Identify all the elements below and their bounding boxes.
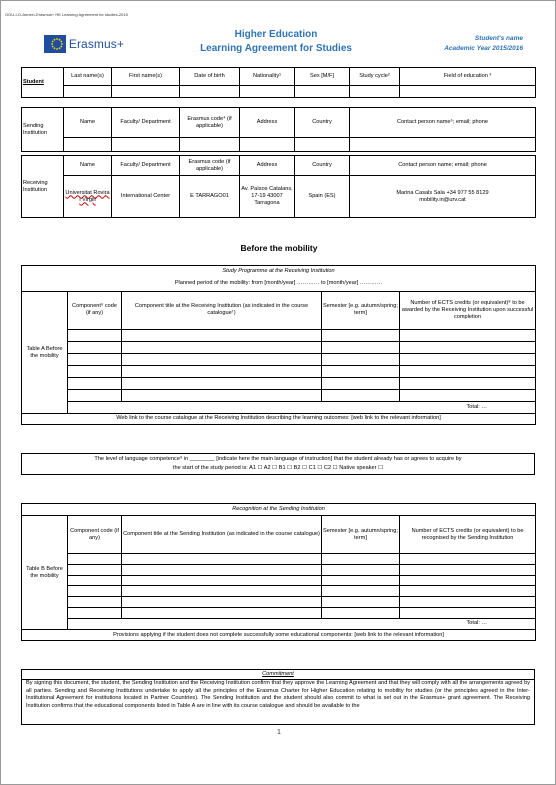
receiving-faculty-cell[interactable]: International Center [112,176,180,218]
table-b-row[interactable] [68,575,122,586]
table-a-cell[interactable] [322,389,400,401]
table-b-row[interactable] [68,597,122,608]
receiving-institution-table [21,155,536,218]
table-a-weblink[interactable]: Web link to the course catalogue at the Receiving Institution describing the learning outcomes: [web link to the relevant information] [22,413,536,424]
eu-flag-icon [44,35,66,53]
header-sex: Sex [M/F] [295,68,350,86]
sending-country-cell[interactable] [295,138,350,152]
before-mobility-heading: Before the mobility [240,243,318,253]
table-b-cell[interactable] [122,586,322,597]
receiving-header-contact: Contact person name; email; phone [350,156,536,176]
table-a-row[interactable] [68,389,122,401]
date-of-birth-cell[interactable] [180,86,240,98]
doc-title-line1: Higher Education [234,29,318,40]
table-b-cell[interactable] [322,554,400,565]
table-a-header-code: Component⁶ code (if any) [68,292,122,329]
sending-institution-table [21,107,536,152]
language-line2[interactable]: the start of the study period is: A1 ☐ A2 ☐ B1 ☐ B2 ☐ C1 ☐ C2 ☐ Native speaker ☐ [172,465,384,471]
table-a-cell[interactable] [322,341,400,353]
table-b-cell[interactable] [400,607,536,618]
table-a-cell[interactable] [322,329,400,341]
table-a-row[interactable] [68,353,122,365]
table-a-cell[interactable] [122,341,322,353]
table-b-cell[interactable] [400,575,536,586]
receiving-erasmus-code-cell[interactable]: E TARRAGO01 [180,176,240,218]
table-b-row[interactable] [68,554,122,565]
field-of-education-cell[interactable] [400,86,536,98]
page-number: 1 [277,729,281,736]
student-row-label: Student [22,68,64,98]
receiving-header-erasmus-code: Erasmus code (if applicable) [180,156,240,176]
table-b-cell[interactable] [322,586,400,597]
table-b-header-title: Component title at the Sending Institution (as indicated in the course catalogue) [122,515,322,554]
receiving-header-address: Address [240,156,295,176]
table-b-cell[interactable] [322,607,400,618]
table-b-header-code: Component code (if any) [68,515,122,554]
receiving-row-label: Receiving Institution [22,156,64,218]
receiving-country-cell[interactable]: Spain (ES) [295,176,350,218]
table-a-cell[interactable] [322,353,400,365]
document-path: OOU-I-O-Annex\-Erasmus+ HE Learning Agreement for studies-2015 [5,12,128,17]
academic-year-label: Academic Year 2015/2016 [444,45,523,52]
header-field-of-education: Field of education ³ [400,68,536,86]
receiving-name-value: Universitat Rovira i Virgili [65,189,110,203]
table-b-cell[interactable] [122,575,322,586]
table-a-cell[interactable] [400,329,536,341]
table-a-row[interactable] [68,329,122,341]
study-cycle-cell[interactable] [350,86,400,98]
table-b-title: Recognition at the Sending Institution [22,504,536,516]
table-a-total-spacer [68,401,400,413]
language-competence-box [21,453,535,475]
table-b-row[interactable] [68,607,122,618]
table-a [21,265,536,425]
table-b-provisions[interactable]: Provisions applying if the student does not complete successfully some educational components: [web link to the relevant information] [22,630,536,641]
sending-name-cell[interactable] [64,138,112,152]
student-table [21,67,536,98]
receiving-address-cell[interactable]: Av. Països Catalans, 17-19 43007 Tarragona [240,176,295,218]
table-a-header-semester: Semester [e.g. autumn/spring; term] [322,292,400,329]
sending-header-faculty: Faculty/ Department [112,108,180,138]
commitment-text: By signing this document, the student, the Sending Institution and the Receiving Institution confirm that they approve the Learning Agreement and that they will comply with all the arrangements agreed by all parties. Sending and Receiving Institutions undertake to apply all the principles of the Erasmus Charter for Higher Education relating to mobility for studies (or the principles agreed in the Inter-Institutional Agreement for institutions located in Partner Countries). The Sending Institution and the student should also commit to what is set out in the Erasmus+ grant agreement. The Receiving Institution confirms that the educational components listed in Table A are in line with its course catalogue and should be available to the [26,680,530,709]
table-a-cell[interactable] [122,353,322,365]
header-study-cycle: Study cycle² [350,68,400,86]
table-b-header-ects: Number of ECTS credits (or equivalent) to be recognised by the Sending Institution [400,515,536,554]
sending-header-name: Name [64,108,112,138]
table-a-row[interactable] [68,341,122,353]
receiving-name-cell[interactable] [64,176,112,218]
table-a-row[interactable] [68,365,122,377]
sending-header-erasmus-code: Erasmus code⁴ (if applicable) [180,108,240,138]
table-a-cell[interactable] [400,377,536,389]
table-b-cell[interactable] [400,597,536,608]
last-name-cell[interactable] [64,86,112,98]
table-a-cell[interactable] [122,389,322,401]
table-a-side-label: Table A Before the mobility [22,292,68,414]
erasmus-logo [44,34,124,54]
header-date-of-birth: Date of birth [180,68,240,86]
commitment-title: Commitment [22,670,534,680]
logo-text: Erasmus+ [68,37,124,51]
table-b-header-semester: Semester [e.g. autumn/spring; term] [322,515,400,554]
table-b-total[interactable]: Total: … [400,618,536,630]
doc-title-line2: Learning Agreement for Studies [200,43,352,54]
receiving-header-faculty: Faculty/ Department [112,156,180,176]
table-a-header-title: Component title at the Receiving Institution (as indicated in the course catalogue⁷) [122,292,322,329]
table-b-cell[interactable] [122,554,322,565]
table-a-cell[interactable] [400,389,536,401]
table-a-cell[interactable] [400,365,536,377]
sending-header-address: Address [240,108,295,138]
receiving-header-name: Name [64,156,112,176]
table-a-cell[interactable] [122,365,322,377]
receiving-header-country: Country [295,156,350,176]
table-b-cell[interactable] [400,554,536,565]
table-a-title: Study Programme at the Receiving Institution [22,266,536,277]
table-b-cell[interactable] [322,575,400,586]
table-b-cell[interactable] [400,565,536,576]
first-name-cell[interactable] [112,86,180,98]
table-b-cell[interactable] [400,586,536,597]
table-b-cell[interactable] [122,597,322,608]
table-b-row[interactable] [68,565,122,576]
header-last-name: Last name(s) [64,68,112,86]
table-b-side-label: Table B Before the mobility [22,515,68,630]
table-a-cell[interactable] [322,365,400,377]
table-b-cell[interactable] [322,597,400,608]
language-line1: The level of language competence⁹ in ________ [indicate here the main language of instruction] that the student already has or agrees to acquire by [94,456,462,462]
table-a-cell[interactable] [400,341,536,353]
sending-header-contact: Contact person name⁵; email; phone [350,108,536,138]
table-b-cell[interactable] [322,565,400,576]
header-nationality: Nationality¹ [240,68,295,86]
table-a-header-ects: Number of ECTS credits (or equivalent)⁸ to be awarded by the Receiving Institution upon successful completion [400,292,536,329]
sending-row-label: Sending Institution [22,108,64,152]
table-a-total[interactable]: Total: … [400,401,536,413]
header-first-name: First name(s) [112,68,180,86]
table-a-cell[interactable] [322,377,400,389]
nationality-cell[interactable] [240,86,295,98]
table-b-total-spacer [68,618,400,630]
sending-erasmus-code-cell[interactable] [180,138,240,152]
table-b [21,503,536,641]
sending-address-cell[interactable] [240,138,295,152]
table-a-cell[interactable] [122,377,322,389]
commitment-box [21,669,535,725]
table-a-row[interactable] [68,377,122,389]
sending-header-country: Country [295,108,350,138]
planned-period[interactable]: Planned period of the mobility: from [month/year] ………… to [month/year] ………… [22,276,536,291]
sending-contact-cell[interactable] [350,138,536,152]
student-name-label: Student's name [474,35,523,42]
table-a-cell[interactable] [122,329,322,341]
sex-cell[interactable] [295,86,350,98]
table-b-cell[interactable] [122,607,322,618]
table-a-cell[interactable] [400,353,536,365]
sending-faculty-cell[interactable] [112,138,180,152]
receiving-contact-cell[interactable]: Marina Casals Sala +34 977 55 8129 mobility.in@urv.cat [350,176,536,218]
table-b-row[interactable] [68,586,122,597]
table-b-cell[interactable] [122,565,322,576]
